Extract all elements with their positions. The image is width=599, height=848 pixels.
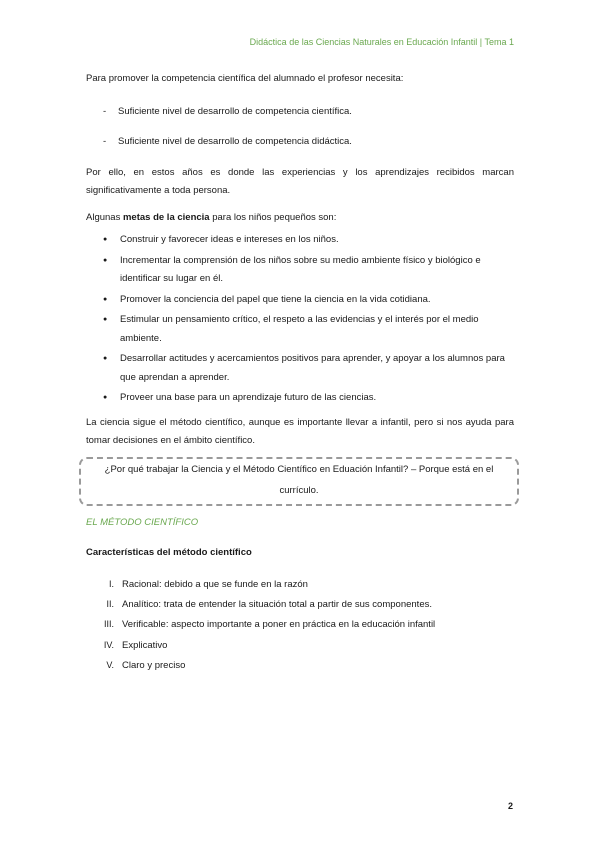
- list-item: [86, 615, 514, 635]
- page-number: 2: [507, 801, 513, 811]
- running-header: Didáctica de las Ciencias Naturales en Educación Infantil | Tema 1: [249, 37, 514, 47]
- list-item-text: Verificable: aspecto importante a poner en práctica en la educación infantil: [122, 619, 436, 631]
- bullet-icon: ●: [103, 256, 108, 264]
- goals-list: [86, 231, 514, 408]
- list-item-text: Incrementar la comprensión de los niños sobre su medio ambiente físico y biológico e identificar su lugar en él.: [120, 254, 481, 285]
- roman-numeral: III.: [103, 619, 114, 630]
- roman-numeral: I.: [108, 578, 114, 589]
- list-item-text: Racional: debido a que se funde en la razón: [122, 578, 308, 590]
- list-item-text: Promover la conciencia del papel que tiene la ciencia en la vida cotidiana.: [120, 293, 431, 305]
- goals-prefix: Algunas: [86, 211, 123, 223]
- roman-numeral: IV.: [103, 639, 114, 650]
- list-item: [86, 595, 514, 615]
- list-item: [86, 656, 514, 676]
- characteristics-list: [86, 575, 514, 677]
- list-item-text: Analítico: trata de entender la situación total a partir de sus componentes.: [122, 599, 432, 610]
- list-item-text: Construir y favorecer ideas e intereses en los niños.: [120, 234, 339, 246]
- list-item: [86, 311, 514, 348]
- list-item: [86, 252, 514, 289]
- list-item-text: Explicativo: [122, 639, 168, 651]
- goals-suffix: para los niños pequeños son:: [209, 211, 337, 223]
- bullet-icon: ●: [103, 355, 108, 363]
- dash-item: [86, 133, 514, 152]
- section-title: EL MÉTODO CIENTÍFICO: [86, 516, 199, 528]
- list-item: [86, 389, 514, 408]
- bullet-icon: ●: [103, 394, 108, 402]
- dash-item: [86, 103, 514, 122]
- callout-question: ¿Por qué trabajar la Ciencia y el Método Científico en Eduación Infantil? – Porque está en el: [104, 463, 494, 475]
- dash-item-text: Suficiente nivel de desarrollo de competencia didáctica.: [118, 136, 352, 148]
- callout-answer: currículo.: [279, 484, 319, 496]
- goals-bold: metas de la ciencia: [122, 211, 210, 223]
- list-item: [86, 636, 514, 656]
- list-item-text: Estimular un pensamiento crítico, el respeto a las evidencias y el interés por el medio ambiente.: [120, 314, 479, 344]
- bullet-icon: ●: [103, 316, 108, 324]
- intro-paragraph: Para promover la competencia científica del alumnado el profesor necesita:: [86, 73, 404, 84]
- bullet-icon: ●: [103, 295, 108, 303]
- goals-intro: [86, 209, 514, 228]
- callout-box: [79, 457, 519, 506]
- list-item-text: Desarrollar actitudes y acercamientos positivos para aprender, y apoyar a los alumnos para que aprendan a aprender.: [120, 353, 505, 383]
- dash-list: [86, 103, 514, 152]
- list-item-text: Claro y preciso: [122, 660, 186, 672]
- dash-marker: -: [103, 136, 107, 148]
- list-item: [86, 350, 514, 387]
- dash-item-text: Suficiente nivel de desarrollo de competencia científica.: [118, 105, 352, 117]
- list-item-text: Proveer una base para un aprendizaje futuro de las ciencias.: [120, 392, 377, 404]
- subheading: Características del método científico: [86, 547, 252, 559]
- list-item: [86, 231, 514, 250]
- page-body: [86, 70, 514, 677]
- roman-numeral: II.: [106, 599, 114, 609]
- roman-numeral: V.: [106, 660, 114, 671]
- paragraph-method: La ciencia sigue el método científico, aunque es importante llevar a infantil, pero si nos ayuda para tomar decisiones en el ámbito científico.: [86, 416, 514, 447]
- list-item: [86, 575, 514, 595]
- bullet-icon: ●: [103, 236, 108, 244]
- paragraph-experiences: Por ello, en estos años es donde las experiencias y los aprendizajes recibidos marcan significativamente a toda persona.: [86, 166, 514, 197]
- dash-marker: -: [103, 105, 107, 117]
- list-item: [86, 291, 514, 310]
